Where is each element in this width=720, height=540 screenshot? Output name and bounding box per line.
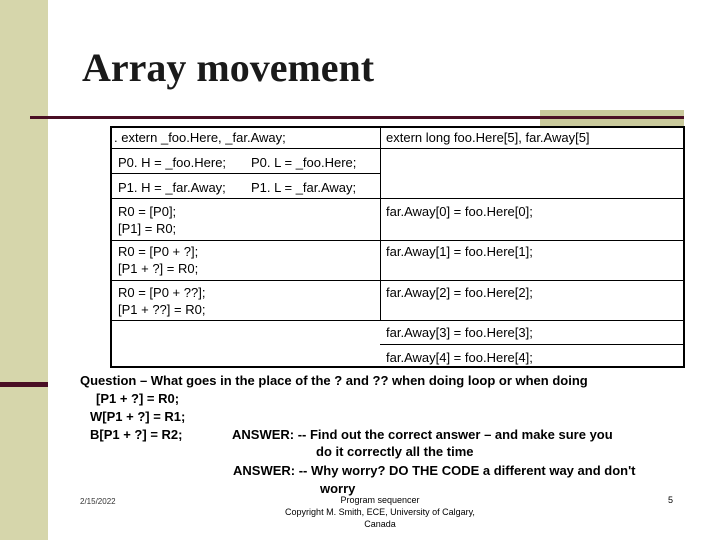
footer-date: 2/15/2022 xyxy=(80,497,116,506)
answer-text: ANSWER: -- Why worry? DO THE CODE a different way and don't xyxy=(233,463,636,478)
table-cell: far.Away[1] = foo.Here[1]; xyxy=(386,244,533,259)
footer-line: Canada xyxy=(364,519,396,529)
table-cell: [P1] = R0; xyxy=(118,221,177,236)
answer-text: do it correctly all the time xyxy=(316,444,474,459)
slide-title: Array movement xyxy=(82,45,375,90)
table-row-divider xyxy=(112,280,683,281)
title-divider xyxy=(30,116,684,119)
footer-line: Program sequencer xyxy=(340,495,420,505)
table-row-divider xyxy=(112,320,683,321)
table-cell: P0. H = _foo.Here; xyxy=(118,155,227,170)
table-column-divider xyxy=(380,128,381,320)
code-line: [P1 + ?] = R0; xyxy=(96,391,180,406)
table-row-divider xyxy=(380,344,685,345)
code-line: W[P1 + ?] = R1; xyxy=(90,409,186,424)
table-cell: far.Away[4] = foo.Here[4]; xyxy=(386,350,533,365)
left-accent-bar xyxy=(0,0,48,540)
table-cell: far.Away[3] = foo.Here[3]; xyxy=(386,325,533,340)
table-cell: R0 = [P0]; xyxy=(118,204,177,219)
code-comparison-table xyxy=(110,126,685,368)
table-cell: far.Away[0] = foo.Here[0]; xyxy=(386,204,533,219)
table-row-divider xyxy=(112,173,380,174)
table-cell: R0 = [P0 + ?]; xyxy=(118,244,199,259)
answer-text: ANSWER: -- Find out the correct answer – and make sure you xyxy=(232,427,613,442)
table-cell: R0 = [P0 + ??]; xyxy=(118,285,206,300)
code-line: B[P1 + ?] = R2; xyxy=(90,427,183,442)
table-cell: [P1 + ??] = R0; xyxy=(118,302,206,317)
table-cell: P1. L = _far.Away; xyxy=(251,180,357,195)
table-cell: far.Away[2] = foo.Here[2]; xyxy=(386,285,533,300)
answer-text: worry xyxy=(320,481,356,496)
table-cell: extern long foo.Here[5], far.Away[5] xyxy=(386,130,590,145)
footer-line: Copyright M. Smith, ECE, University of Calgary, xyxy=(285,507,475,517)
question-text: Question – What goes in the place of the ? and ?? when doing loop or when doing xyxy=(80,373,588,388)
table-cell: P0. L = _foo.Here; xyxy=(251,155,357,170)
page-number: 5 xyxy=(668,495,674,505)
table-cell: P1. H = _far.Away; xyxy=(118,180,226,195)
table-row-divider xyxy=(112,240,683,241)
footer-copyright xyxy=(270,494,490,530)
table-cell: . extern _foo.Here, _far.Away; xyxy=(114,130,286,145)
table-cell: [P1 + ?] = R0; xyxy=(118,261,199,276)
table-row-divider xyxy=(112,198,683,199)
table-row-divider xyxy=(112,148,683,149)
left-accent-marker xyxy=(0,382,48,387)
